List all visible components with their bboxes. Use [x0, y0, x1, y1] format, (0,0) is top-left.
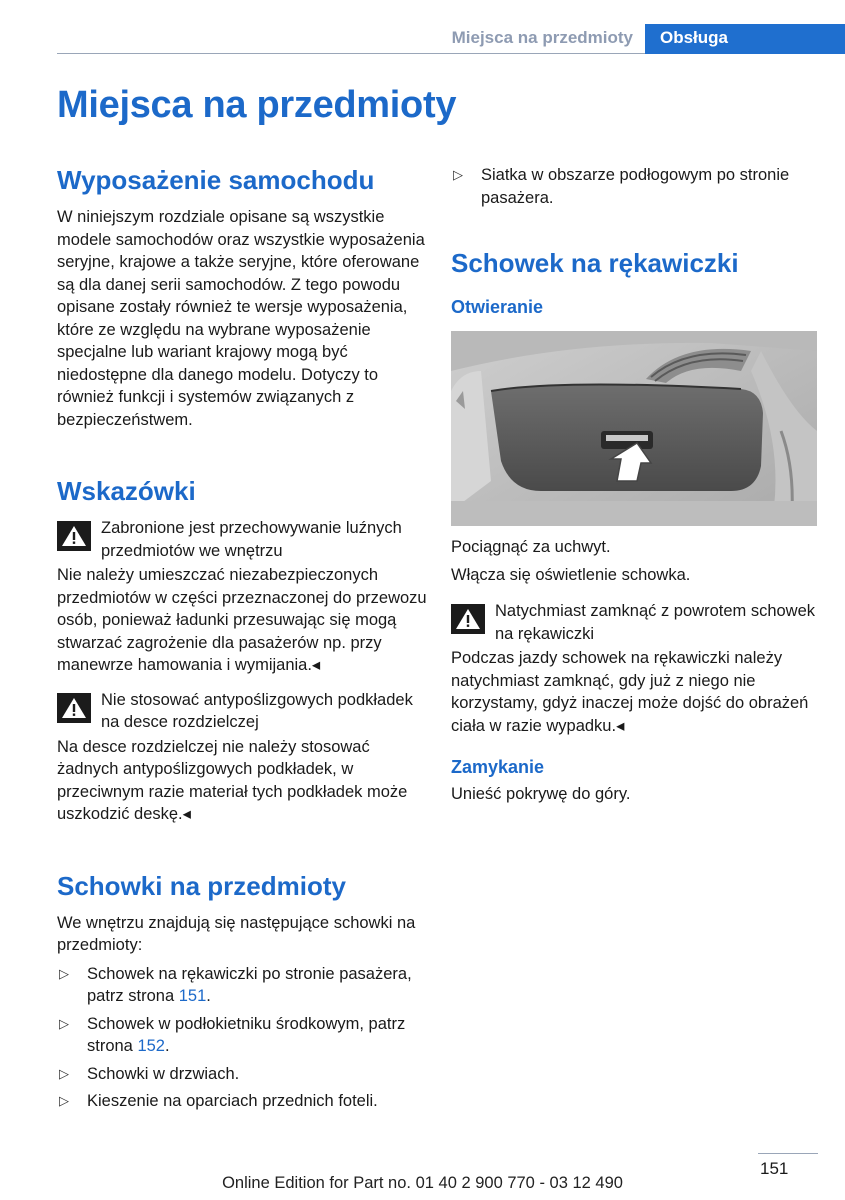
- heading-tips: Wskazówki: [57, 476, 196, 506]
- heading-closing: Zamykanie: [451, 757, 545, 777]
- list-item: ▷ Schowek w podłokietniku środkowym, patrz strona 152.: [59, 1014, 406, 1055]
- bullet-triangle-icon: ▷: [59, 1015, 69, 1031]
- left-column: [57, 160, 427, 1118]
- heading-storage: Schowki na przedmioty: [57, 870, 346, 901]
- bullet-triangle-icon: ▷: [59, 1065, 69, 1081]
- equipment-text: W niniejszym rozdziale opisane są wszystkie modele samochodów oraz wszystkie wyposażenia seryjne, krajowe a także seryjne, które oferowane są dla danej serii samochodów. Z tego powodu opisane zostały również te wersje wyposażenia, które ze względu na wybrane wyposażenie specjalne lub wariant krajowy mogą być niedostępne dla danego modelu. Dotyczy to również funkcji i systemów związanych z bezpieczeństwem.: [57, 208, 425, 429]
- warning-antislip-mats: [57, 689, 427, 734]
- list-item: ▷ Kieszenie na oparciach przednich foteli.: [57, 1090, 427, 1113]
- warning-close-glovebox: [451, 600, 817, 645]
- bullet-triangle-icon: ▷: [59, 1093, 69, 1108]
- opening-text-2: Włącza się oświetlenie schowka.: [451, 565, 691, 584]
- page-link-152[interactable]: 152: [137, 1037, 165, 1055]
- warning-antislip-mats-title: Nie stosować antypoślizgowych podkładek na desce rozdzielczej: [101, 690, 413, 731]
- storage-intro: We wnętrzu znajdują się następujące schowki na przedmioty:: [57, 913, 416, 954]
- page-header: [57, 24, 845, 54]
- page-title: Miejsca na przedmioty: [57, 84, 457, 126]
- bullet-triangle-icon: ▷: [453, 167, 463, 182]
- storage-list: [57, 963, 427, 1113]
- warning-triangle-icon: [451, 604, 485, 634]
- storage-list-continued: [451, 164, 817, 209]
- list-item: ▷ Siatka w obszarze podłogowym po stronie pasażera.: [453, 166, 790, 207]
- bullet-triangle-icon: ▷: [59, 965, 69, 981]
- page-number: 151: [760, 1159, 789, 1178]
- list-item: ▷ Schowki w drzwiach.: [57, 1063, 427, 1086]
- footer-edition: Online Edition for Part no. 01 40 2 900 770 - 03 12 490: [222, 1174, 623, 1192]
- heading-opening: Otwieranie: [451, 297, 544, 317]
- warning-loose-items: [57, 517, 427, 562]
- right-column: [451, 160, 817, 806]
- heading-equipment: Wyposażenie samochodu: [57, 165, 375, 195]
- opening-text-1: Pociągnąć za uchwyt.: [451, 538, 611, 556]
- page-link-151[interactable]: 151: [178, 987, 207, 1005]
- warning-triangle-icon: [57, 693, 91, 723]
- tips-text-1: Nie należy umieszczać niezabezpieczonych przedmiotów w części przeznaczonej do przewozu osób, ponieważ ładunki przesuwając się mogą stwarzać zagrożenie dla pasażerów np. przy manewrze hamowania i wymijania.◂: [57, 566, 427, 674]
- header-chapter-tab: Obsługa: [645, 24, 845, 54]
- warning-loose-items-title: Zabronione jest przechowywanie luźnych przedmiotów we wnętrzu: [101, 519, 402, 560]
- glovebox-warning-text: Podczas jazdy schowek na rękawiczki należy natychmiast zamknąć, gdy już z niego nie korzystamy, gdyż inaczej może dojść do obrażeń ciała w razie wypadku.◂: [451, 649, 809, 735]
- heading-glovebox: Schowek na rękawiczki: [451, 248, 739, 278]
- tips-text-2: Na desce rozdzielczej nie należy stosować żadnych antypoślizgowych podkładek, w przeciwnym razie materiał tych podkładek może uszkodzić deskę.◂: [57, 737, 408, 823]
- page-number-rule: [758, 1153, 818, 1154]
- warning-triangle-icon: [57, 521, 91, 551]
- header-section-title: Miejsca na przedmioty: [451, 28, 633, 47]
- glovebox-photo: [451, 331, 817, 526]
- warning-close-glovebox-title: Natychmiast zamknąć z powrotem schowek na rękawiczki: [495, 602, 816, 643]
- list-item: ▷ Schowek na rękawiczki po stronie pasażera, patrz strona 151.: [59, 964, 412, 1005]
- closing-text: Unieść pokrywę do góry.: [451, 785, 631, 803]
